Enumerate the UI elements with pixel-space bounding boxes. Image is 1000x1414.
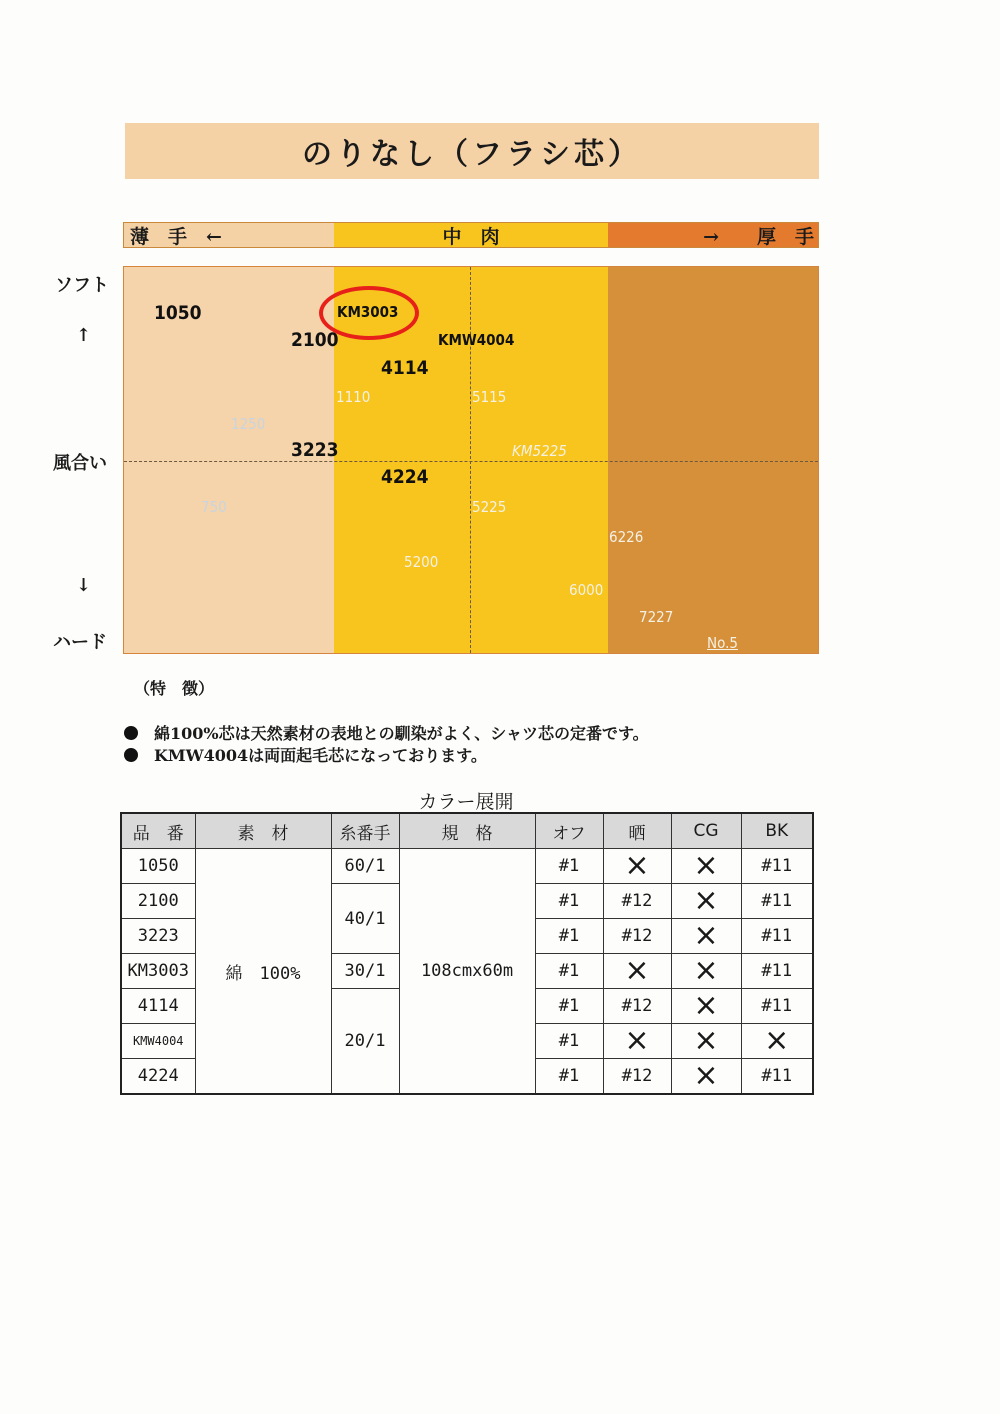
point-1110: 1110 (336, 388, 371, 406)
cell-cg: × (671, 1059, 741, 1095)
color-table (120, 812, 814, 1095)
point-5200: 5200 (404, 553, 439, 571)
cell-yarn: 40/1 (331, 884, 399, 954)
table-title: カラー展開 (418, 791, 514, 813)
cell-sarashi: × (603, 954, 671, 989)
feature-text-2: KMW4004は両面起毛芯になっております。 (154, 746, 487, 765)
page-title: のりなし（フラシ芯） (302, 137, 642, 172)
feature-item-2 (124, 743, 487, 766)
cell-sarashi: #12 (603, 884, 671, 919)
cell-code: 4224 (121, 1059, 195, 1095)
cell-off: #1 (535, 954, 603, 989)
header-spec: 規 格 (399, 813, 535, 849)
zone-thick (608, 267, 818, 653)
header-cg: CG (671, 813, 741, 849)
point-km3003: KM3003 (337, 303, 399, 321)
cell-sarashi: #12 (603, 989, 671, 1024)
header-sarashi: 晒 (603, 813, 671, 849)
point-750: 750 (201, 498, 227, 516)
cell-bk: #11 (741, 954, 813, 989)
cell-sarashi: #12 (603, 1059, 671, 1095)
cell-cg: × (671, 989, 741, 1024)
cell-off: #1 (535, 989, 603, 1024)
point-6000: 6000 (569, 581, 604, 599)
cell-code: 2100 (121, 884, 195, 919)
cell-sarashi: × (603, 849, 671, 884)
header-yarn: 糸番手 (331, 813, 399, 849)
point-kmw4004: KMW4004 (438, 331, 515, 349)
point-1250: 1250 (231, 415, 266, 433)
bullet-icon (124, 748, 138, 762)
cell-code: 3223 (121, 919, 195, 954)
point-4114: 4114 (381, 357, 429, 379)
point-5225: 5225 (472, 498, 507, 516)
axis-feel: 風合い (53, 453, 107, 474)
scale-thick: → 厚 手 (608, 223, 818, 247)
cell-bk: #11 (741, 989, 813, 1024)
table-row (121, 849, 813, 884)
axis-soft: ソフト (55, 275, 109, 296)
cell-bk: #11 (741, 1059, 813, 1095)
point-5115: 5115 (472, 388, 507, 406)
point-3223: 3223 (291, 439, 339, 461)
vertical-axis-line (470, 267, 471, 653)
axis-up-arrow: ↑ (76, 325, 92, 346)
axis-hard: ハード (53, 632, 107, 653)
positioning-map (123, 266, 819, 654)
cell-code: KMW4004 (121, 1024, 195, 1059)
cell-material: 綿 100% (195, 849, 331, 1095)
features-heading: （特 徴） (134, 679, 215, 698)
point-4224: 4224 (381, 466, 429, 488)
point-6226: 6226 (609, 528, 644, 546)
cell-yarn: 20/1 (331, 989, 399, 1095)
title-banner (125, 123, 819, 179)
point-km5225: KM5225 (512, 442, 567, 460)
cell-off: #1 (535, 1024, 603, 1059)
scale-thin: 薄 手 ← (124, 223, 334, 247)
cell-cg: × (671, 884, 741, 919)
point-7227: 7227 (639, 608, 674, 626)
cell-cg: × (671, 954, 741, 989)
header-material: 素 材 (195, 813, 331, 849)
cell-off: #1 (535, 919, 603, 954)
cell-off: #1 (535, 1059, 603, 1095)
axis-down-arrow: ↓ (76, 575, 92, 596)
cell-cg: × (671, 919, 741, 954)
table-header-row (121, 813, 813, 849)
cell-bk: #11 (741, 884, 813, 919)
header-code: 品 番 (121, 813, 195, 849)
thickness-scale (123, 222, 819, 248)
cell-yarn: 60/1 (331, 849, 399, 884)
header-bk: BK (741, 813, 813, 849)
horizontal-axis-line (124, 461, 818, 462)
cell-code: KM3003 (121, 954, 195, 989)
cell-bk: #11 (741, 849, 813, 884)
scale-mid: 中 肉 (334, 223, 608, 247)
cell-code: 1050 (121, 849, 195, 884)
cell-bk: × (741, 1024, 813, 1059)
cell-cg: × (671, 1024, 741, 1059)
cell-off: #1 (535, 849, 603, 884)
cell-bk: #11 (741, 919, 813, 954)
feature-item-1 (124, 721, 649, 744)
cell-sarashi: × (603, 1024, 671, 1059)
cell-sarashi: #12 (603, 919, 671, 954)
cell-yarn: 30/1 (331, 954, 399, 989)
feature-text-1: 綿100%芯は天然素材の表地との馴染がよく、シャツ芯の定番です。 (154, 724, 649, 743)
point-no5: No.5 (707, 634, 738, 652)
bullet-icon (124, 726, 138, 740)
cell-code: 4114 (121, 989, 195, 1024)
cell-cg: × (671, 849, 741, 884)
cell-spec: 108cmx60m (399, 849, 535, 1095)
cell-off: #1 (535, 884, 603, 919)
point-1050: 1050 (154, 302, 202, 324)
header-off: オフ (535, 813, 603, 849)
point-2100: 2100 (291, 329, 339, 351)
